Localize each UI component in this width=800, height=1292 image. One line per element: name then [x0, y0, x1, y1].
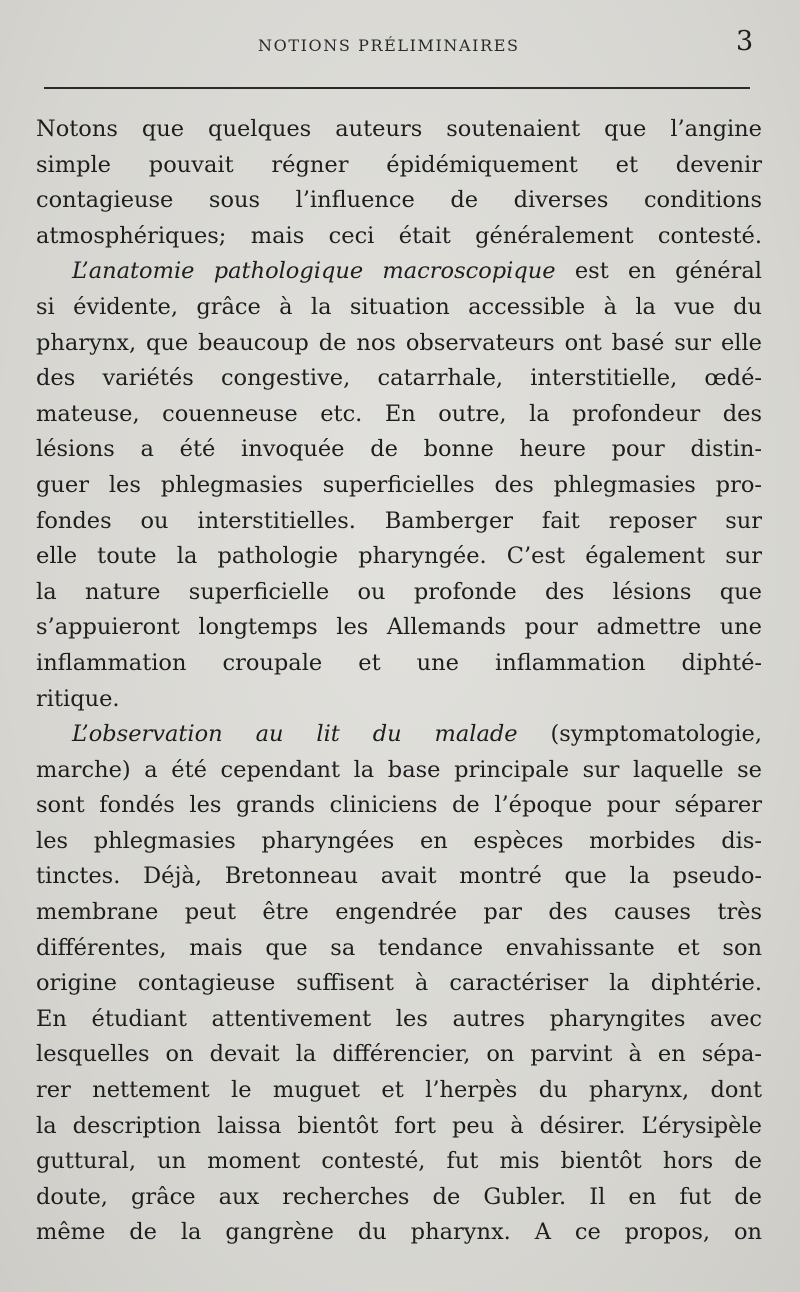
running-head — [0, 26, 800, 70]
text-line: mateuse, couenneuse etc. En outre, la profondeur des — [36, 400, 762, 427]
text-line: membrane peut être engendrée par des causes très — [36, 899, 762, 926]
text-line: doute, grâce aux recherches de Gubler. Il en fut de — [36, 1183, 762, 1210]
text-line: s’appuieront longtemps les Allemands pour admettre une — [36, 614, 762, 641]
body-text — [36, 112, 762, 1251]
text-line: la nature superficielle ou profonde des lésions que — [36, 578, 762, 605]
italic-term: L’observation au lit du malade — [72, 721, 518, 748]
text-line: simple pouvait régner épidémiquement et devenir — [36, 151, 762, 178]
text-line: différentes, mais que sa tendance envahissante et son — [36, 934, 762, 961]
text-line: atmosphériques; mais ceci était généralement contesté. — [36, 222, 762, 249]
text-line: sont fondés les grands cliniciens de l’époque pour séparer — [36, 792, 762, 819]
text-line: lesquelles on devait la différencier, on parvint à en sépa- — [36, 1041, 762, 1068]
text-line: ritique. — [36, 685, 120, 712]
text-line: tinctes. Déjà, Bretonneau avait montré que la pseudo- — [36, 863, 762, 890]
text-line: même de la gangrène du pharynx. A ce propos, on — [36, 1219, 762, 1246]
text-line: origine contagieuse suffisent à caractériser la diphtérie. — [36, 970, 762, 997]
italic-term: L’anatomie pathologique macroscopique — [72, 258, 556, 285]
text-line: En étudiant attentivement les autres pharyngites avec — [36, 1005, 762, 1032]
text-line: Notons que quelques auteurs soutenaient que l’angine — [36, 116, 762, 142]
text-line: la description laissa bientôt fort peu à désirer. L’érysipèle — [36, 1112, 762, 1139]
text-line: pharynx, que beaucoup de nos observateurs ont basé sur elle — [36, 329, 762, 356]
lead-text: est en général — [555, 258, 762, 285]
header-rule — [44, 87, 750, 89]
text-line: des variétés congestive, catarrhale, interstitielle, œdé- — [36, 365, 762, 392]
paragraph-lead-line — [36, 254, 762, 290]
text-line: rer nettement le muguet et l’herpès du pharynx, dont — [36, 1077, 762, 1104]
text-line: si évidente, grâce à la situation accessible à la vue du — [36, 293, 762, 320]
text-line: lésions a été invoquée de bonne heure pour distin- — [36, 436, 762, 463]
text-line: guer les phlegmasies superficielles des phlegmasies pro- — [36, 471, 762, 498]
text-line: elle toute la pathologie pharyngée. C’est également sur — [36, 543, 762, 570]
text-line: les phlegmasies pharyngées en espèces morbides dis- — [36, 827, 762, 854]
paragraph-lead-line — [36, 717, 762, 753]
lead-text: (symptomatologie, — [517, 721, 762, 748]
text-line: contagieuse sous l’influence de diverses conditions — [36, 187, 762, 214]
page-number: 3 — [736, 26, 754, 57]
running-title: NOTIONS PRÉLIMINAIRES — [258, 36, 520, 55]
text-line: inflammation croupale et une inflammation diphté- — [36, 649, 762, 676]
text-line: marche) a été cependant la base principale sur laquelle se — [36, 756, 762, 783]
text-line: fondes ou interstitielles. Bamberger fait reposer sur — [36, 507, 762, 534]
text-line: guttural, un moment contesté, fut mis bientôt hors de — [36, 1148, 762, 1175]
